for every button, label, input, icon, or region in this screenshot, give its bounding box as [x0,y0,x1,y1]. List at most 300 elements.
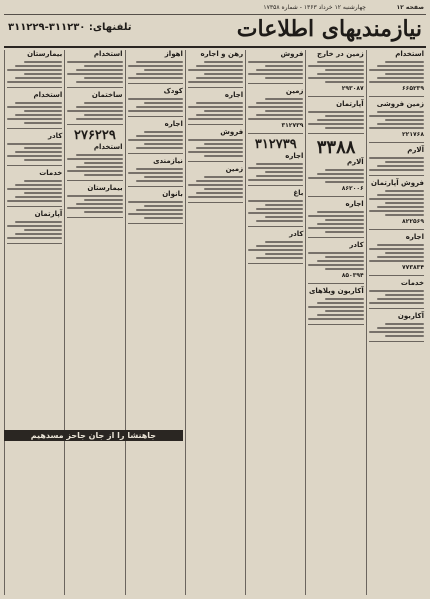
date-line: چهارشنبه ۱۲ خرداد ۱۳۶۳ - شماره ۱۷۳۵۸ [263,4,366,11]
ad-separator [7,87,62,88]
ad-separator [308,324,363,325]
ad-text-line [76,203,123,205]
ad-heading: آپارتمان [34,210,63,218]
ad-text-line [188,184,243,186]
ad-text-line [308,123,363,125]
ad-text-line [308,264,363,266]
ad-text-line [188,196,243,198]
ad-text-line [385,161,424,163]
classified-ad [369,279,424,304]
ad-heading: استخدام [93,50,123,58]
ad-text-line [188,106,243,108]
ad-text-line [325,231,364,233]
ad-separator [248,226,303,227]
classified-ad [308,241,363,279]
ad-heading: زمین در خارج [316,50,364,58]
ad-separator [67,87,122,88]
ad-heading: نیازمندی [153,157,183,165]
ad-column-2 [305,50,365,595]
ad-column-3 [245,50,305,595]
ad-heading: اجاره [285,152,304,160]
ad-text-line [256,69,303,71]
ad-text-line [256,102,303,104]
ad-text-line [325,298,364,300]
ad-phone: ۸۲۲۵۶۹ [402,218,424,225]
ad-text-line [317,223,364,225]
ad-text-line [377,206,424,208]
ad-text-line [265,77,304,79]
ad-text-line [24,122,63,124]
ad-heading: بانوان [162,190,183,198]
ad-text-line [369,157,424,159]
ad-text-line [7,237,62,239]
ad-text-line [24,180,63,182]
ad-separator [369,142,424,143]
ad-text-line [265,98,304,100]
ad-separator [7,128,62,129]
ad-text-line [248,200,303,202]
ad-text-line [256,175,303,177]
ad-separator [308,96,363,97]
ad-text-line [84,162,123,164]
ad-heading: استخدام [93,143,123,151]
ad-text-line [144,69,183,71]
ad-text-line [248,61,303,63]
ad-separator [67,217,122,218]
ad-text-line [369,169,424,171]
classified-ad [369,179,424,225]
ad-text-line [67,158,122,160]
ad-text-line [385,190,424,192]
ad-heading: آلارم [346,158,364,166]
ad-separator [7,206,62,207]
big-phone-number: ۳۱۲۷۳۹ [254,137,297,152]
ad-text-line [317,119,364,121]
ad-text-line [248,73,303,75]
ad-text-line [248,179,303,181]
classified-ad [128,190,183,219]
ad-text-line [385,202,424,204]
ad-text-line [377,165,424,167]
ad-text-line [15,221,62,223]
ad-text-line [385,252,424,254]
ad-text-line [256,245,303,247]
ad-text-line [188,69,243,71]
ad-text-line [67,73,122,75]
ad-text-line [377,77,424,79]
ad-separator [369,96,424,97]
ad-text-line [84,65,123,67]
ad-phone: ۳۱۲۷۳۹ [281,122,304,129]
ad-text-line [256,220,303,222]
big-phone-number: ۳۳۸۸ [316,137,356,158]
ad-phone: ۶۶۵۲۳۹ [402,85,424,92]
ad-heading: باغ [293,189,304,197]
ad-text-line [369,331,424,333]
ad-separator [248,83,303,84]
ad-phone: ۸۵۰۳۹۴ [341,272,364,279]
ad-separator [128,116,183,117]
classified-ad [128,120,183,149]
ad-heading: کودک [163,87,183,95]
ad-separator [308,283,363,284]
ad-heading: بیمارستان [87,184,123,192]
ad-phone: ۸۶۲۰۰۶ [341,185,364,192]
ad-text-line [24,192,63,194]
ad-text-line [308,227,363,229]
ad-separator [128,223,183,224]
ad-text-line [377,327,424,329]
ad-text-line [7,143,62,145]
ad-text-line [196,114,243,116]
ad-text-line [84,114,123,116]
classified-ad [248,87,303,129]
ad-text-line [308,65,363,67]
ad-text-line [128,172,183,174]
ad-column-1 [366,50,426,595]
ad-heading: زمین فروشی [376,100,424,108]
ad-text-line [67,61,122,63]
ad-phone: ۲۹۳۰۸۷ [341,85,364,92]
ad-text-line [67,195,122,197]
ad-text-line [325,268,364,270]
ad-text-line [317,260,364,262]
ad-separator [188,124,243,125]
classified-ad [67,50,122,83]
ad-text-line [248,249,303,251]
ad-text-line [24,147,63,149]
classified-ad [7,210,62,239]
ad-text-line [325,169,364,171]
ad-text-line [15,114,62,116]
ad-text-line [248,106,303,108]
ad-heading: استخدام [395,50,424,58]
classified-ad [188,91,243,120]
ad-text-line [84,102,123,104]
classified-ad [369,146,424,171]
ad-separator [7,243,62,244]
ad-text-line [136,168,183,170]
ad-heading: کادر [47,132,63,140]
ad-text-line [7,69,62,71]
ad-text-line [84,174,123,176]
ad-separator [369,229,424,230]
ad-text-line [308,215,363,217]
ad-text-line [188,81,243,83]
classified-ad [308,158,363,192]
ad-text-line [196,102,243,104]
ad-text-line [136,106,183,108]
ad-text-line [76,69,123,71]
ad-heading: آلارم [407,146,424,154]
classified-ad [248,189,303,222]
ad-text-line [188,151,243,153]
ad-text-line [369,290,424,292]
ad-heading: کادر [289,230,304,238]
ad-text-line [377,65,424,67]
ad-column-7 [4,50,64,595]
ad-text-line [196,147,243,149]
ad-text-line [188,139,243,141]
ad-heading: آکاربون [397,312,424,320]
classified-ad [369,312,424,337]
classified-ad [67,143,122,176]
ad-text-line [15,184,62,186]
ad-heading: فروش [220,128,244,136]
ad-heading: زمین [285,87,304,95]
ad-text-line [369,198,424,200]
ad-text-line [325,115,364,117]
ad-text-line [24,61,63,63]
ad-text-line [24,159,63,161]
ad-text-line [248,212,303,214]
ad-heading: اجاره [224,91,244,99]
ad-text-line [256,257,303,259]
masthead [4,16,426,48]
ad-text-line [136,209,183,211]
ad-text-line [136,135,183,137]
ad-separator [67,180,122,181]
ad-text-line [128,110,183,112]
ad-text-line [196,65,243,67]
ad-separator [308,237,363,238]
ad-separator [248,133,303,134]
ad-separator [248,185,303,186]
ad-heading: خدمات [400,279,424,287]
ad-text-line [204,155,243,157]
ad-heading: زمین [225,165,244,173]
ad-text-line [15,102,62,104]
ad-text-line [369,248,424,250]
classified-ad [188,50,243,83]
ad-text-line [248,167,303,169]
ad-text-line [136,180,183,182]
ad-text-line [369,81,424,83]
ad-text-line [308,111,363,113]
top-info-line [4,2,426,15]
ad-text-line [369,69,424,71]
ad-text-line [317,61,364,63]
ad-text-line [265,216,304,218]
ad-separator [67,124,122,125]
ad-text-line [136,147,183,149]
ad-text-line [128,139,183,141]
ad-heading: خدمات [39,169,63,177]
ad-text-line [265,65,304,67]
ad-text-line [385,323,424,325]
ad-heading: کادر [349,241,364,249]
ad-text-line [128,77,183,79]
ad-text-line [144,205,183,207]
ad-text-line [265,204,304,206]
ad-text-line [308,252,363,254]
ad-phone: ۷۷۳۸۳۴ [402,264,424,271]
ad-text-line [84,211,123,213]
classified-ad [308,287,363,320]
ad-text-line [144,176,183,178]
ad-heading: آکاربون ویلاهای [308,287,364,295]
ad-separator [188,87,243,88]
ad-text-line [385,335,424,337]
ad-text-line [256,114,303,116]
page-title: نیازمندیهای اطلاعات [236,16,422,42]
ad-text-line [369,260,424,262]
ad-heading: استخدام [33,91,63,99]
ad-column-5 [125,50,185,595]
ad-text-line [369,210,424,212]
classified-ad [369,100,424,138]
ad-text-line [196,77,243,79]
ad-heading: اجاره [405,233,424,241]
ad-text-line [204,176,243,178]
classified-ad [308,200,363,233]
phone-numbers: تلفنهای: ۳۱۱۲۳۰-۳۱۱۲۲۹ [8,22,132,33]
ad-text-line [377,123,424,125]
classified-ad [7,132,62,161]
ad-separator [369,275,424,276]
ad-heading: فروش [280,50,304,58]
ad-separator [369,308,424,309]
bottom-banner-strip: جاهنشا را از جان جاحز مسدهیم [4,430,183,441]
ad-text-line [15,77,62,79]
ad-separator [248,263,303,264]
ad-text-line [308,306,363,308]
ad-separator [369,341,424,342]
ad-text-line [7,106,62,108]
ad-column-4 [185,50,245,595]
ad-text-line [265,171,304,173]
ad-separator [7,165,62,166]
ad-text-line [15,196,62,198]
ad-separator [308,196,363,197]
ad-text-line [325,181,364,183]
ad-text-line [369,127,424,129]
classified-ad [67,91,122,120]
ad-phone: ۲۲۱۷۶۸ [402,131,424,138]
ad-text-line [317,73,364,75]
ad-text-line [317,314,364,316]
ad-text-line [188,118,243,120]
ad-separator [369,175,424,176]
ad-text-line [144,131,183,133]
ad-heading: رهن و اجاره [200,50,244,58]
classified-ad [248,152,303,181]
ad-text-line [7,81,62,83]
ad-separator [128,83,183,84]
ad-separator [128,153,183,154]
ad-text-line [15,151,62,153]
ad-text-line [204,73,243,75]
ad-text-line [325,256,364,258]
classified-ad [128,157,183,182]
classified-ad [7,169,62,202]
ad-text-line [325,219,364,221]
ad-text-line [317,211,364,213]
ad-text-line [385,73,424,75]
ad-text-line [308,318,363,320]
ad-text-line [7,118,62,120]
classified-ad [308,50,363,92]
ad-text-line [325,310,364,312]
ad-text-line [7,200,62,202]
ad-text-line [144,143,183,145]
ad-text-line [76,106,123,108]
ad-heading: فروش آپارتمان [371,179,424,187]
ad-text-line [67,110,122,112]
ad-text-line [196,180,243,182]
ad-text-line [24,110,63,112]
classified-ad [308,100,363,129]
ad-separator [128,186,183,187]
page-number: صفحه ۱۲ [396,4,424,11]
ad-text-line [76,166,123,168]
ad-columns [4,50,426,595]
ad-heading: ساختمان [91,91,123,99]
ad-text-line [308,77,363,79]
classified-ad [7,50,62,83]
ad-text-line [67,170,122,172]
ad-text-line [377,244,424,246]
ad-heading: اجاره [164,120,183,128]
classified-ad [128,50,183,79]
ad-text-line [204,110,243,112]
ad-text-line [325,81,364,83]
ad-text-line [7,155,62,157]
ad-text-line [369,115,424,117]
ad-text-line [377,194,424,196]
ad-text-line [369,302,424,304]
ad-text-line [385,119,424,121]
ad-text-line [67,207,122,209]
ad-text-line [7,225,62,227]
ad-text-line [377,111,424,113]
ad-separator [188,202,243,203]
ad-text-line [204,188,243,190]
classified-ad [128,87,183,112]
ad-text-line [317,173,364,175]
ad-text-line [128,65,183,67]
ad-text-line [325,69,364,71]
ad-heading: بیمارستان [27,50,63,58]
ad-text-line [204,143,243,145]
ad-text-line [128,213,183,215]
ad-text-line [76,118,123,120]
ad-text-line [385,61,424,63]
ad-column-6 [64,50,124,595]
ad-text-line [377,256,424,258]
ad-text-line [24,229,63,231]
ad-heading: اهواز [164,50,183,58]
ad-text-line [128,201,183,203]
ad-text-line [7,188,62,190]
ad-text-line [15,233,62,235]
ad-text-line [204,61,243,63]
ad-text-line [317,302,364,304]
ad-text-line [76,81,123,83]
ad-text-line [84,199,123,201]
classified-ad [188,128,243,157]
ad-text-line [76,154,123,156]
ad-text-line [265,241,304,243]
classified-ad [67,184,122,213]
big-phone-number: ۲۷۶۲۲۹ [73,128,116,143]
ad-text-line [265,253,304,255]
ad-separator [188,161,243,162]
ad-text-line [15,65,62,67]
ad-text-line [377,298,424,300]
ad-text-line [385,294,424,296]
ad-text-line [265,110,304,112]
